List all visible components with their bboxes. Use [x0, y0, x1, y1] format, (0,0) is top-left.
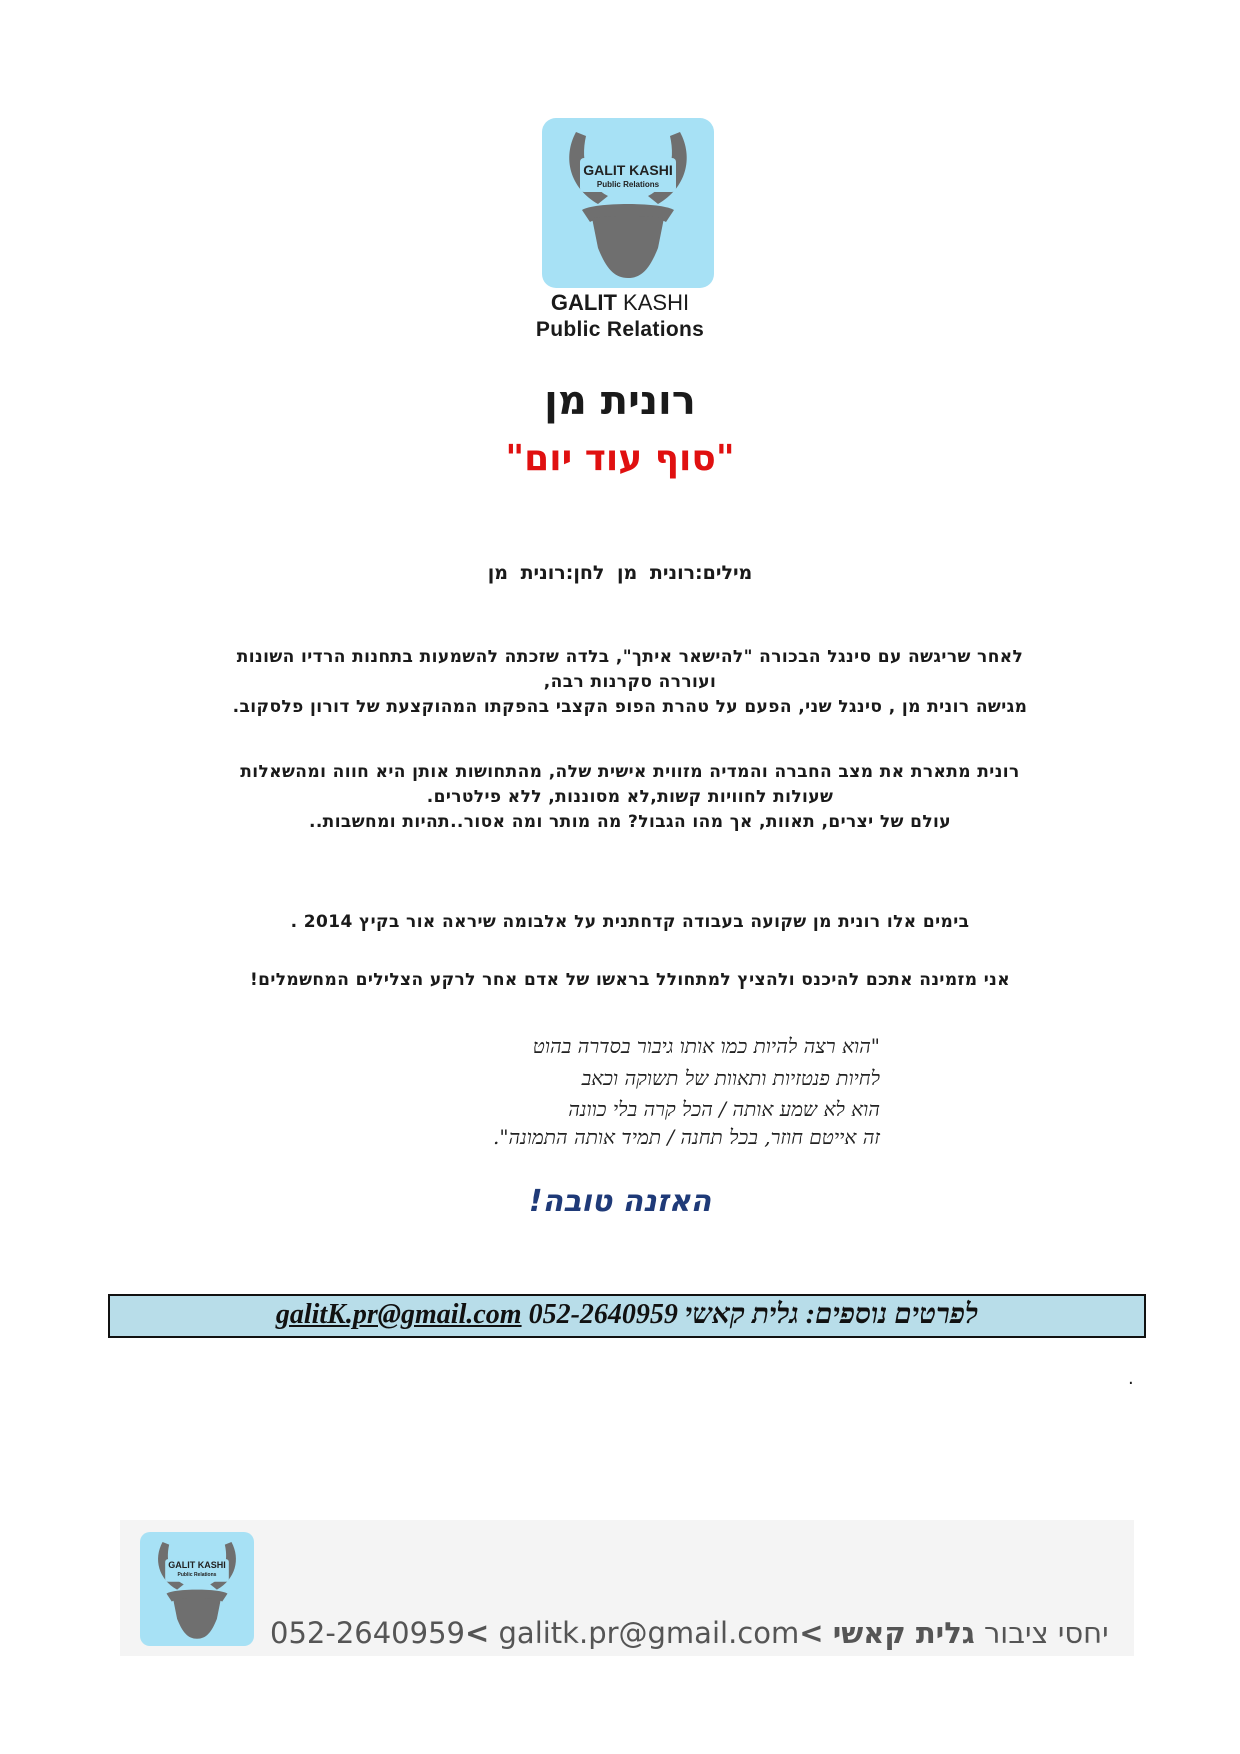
lyrics-excerpt: [300, 1030, 880, 1150]
paragraph-invite: אני מזמינה אתכם להיכנס ולהציץ למתחולל בראשו של אדם אחר לרקע הצלילים המחשמלים!: [249, 970, 1011, 990]
bull-head-icon: [542, 118, 714, 288]
paragraph-description: [150, 760, 1110, 835]
logo-title: GALIT KASHI: [583, 162, 673, 178]
footer-name: גלית קאשי: [832, 1616, 975, 1650]
chevron-left-icon: <: [464, 1616, 490, 1650]
song-title: "סוף עוד יום": [505, 438, 735, 479]
footer-logo-title: GALIT KASHI: [168, 1560, 226, 1570]
lyrics-line: זה אייטם חוזר, בכל תחנה / תמיד אותה התמונה".: [492, 1125, 880, 1149]
logo-subtitle: Public Relations: [596, 180, 660, 189]
footer-logo: [140, 1532, 254, 1646]
lyrics-line: לחיות פנטזיות ותאוות של תשוקה וכאב: [581, 1066, 880, 1090]
lyrics-line: הוא לא שמע אותה / הכל קרה בלי כוונה: [568, 1097, 880, 1121]
lyrics-line: "הוא רצה להיות כמו אותו גיבור בסדרה בהוט: [532, 1034, 880, 1058]
footer-logo-subtitle: Public Relations: [177, 1572, 217, 1578]
trailing-dot: .: [1128, 1368, 1134, 1389]
paragraph-album: בימים אלו רונית מן שקועה בעבודה קדחתנית על אלבומה שיראה אור בקיץ 2014 .: [290, 912, 970, 932]
brand-name: [0, 290, 1240, 316]
brand-name-rest: KASHI: [623, 290, 690, 315]
bull-head-icon: [140, 1532, 254, 1646]
chevron-left-icon: <: [799, 1616, 824, 1650]
paragraph-line: רונית מתארת את מצב החברה והמדיה מזווית אישית שלה, מהתחושות אותן היא חווה ומהשאלות: [240, 762, 1020, 782]
contact-line: [108, 1294, 1146, 1338]
footer-phone: 052-2640959: [270, 1616, 465, 1650]
contact-email-link[interactable]: galitK.pr@gmail.com: [275, 1299, 522, 1330]
paragraph-line: שעולות לחוויות קשות,לא מסוננות, ללא פילטרים.: [426, 787, 834, 807]
listen-closing: האזנה טובה!: [528, 1184, 712, 1219]
paragraph-line: מגישה רונית מן , סינגל שני, הפעם על טהרת הפופ הקצבי בהפקתו המהוקצעת של דורון פלסקוב.: [232, 697, 1028, 717]
brand-subtitle: Public Relations: [535, 318, 705, 341]
footer-email[interactable]: galitk.pr@gmail.com: [498, 1616, 800, 1650]
contact-label: לפרטים נוספים: גלית קאשי 052-2640959: [528, 1299, 979, 1330]
paragraph-line: ועוררה סקרנות רבה,: [543, 672, 717, 692]
paragraph-intro: [150, 645, 1110, 720]
brand-name-bold: GALIT: [550, 290, 617, 315]
logo-badge: [542, 118, 714, 288]
credits-line: מילים:רונית מן לחן:רונית מן: [487, 562, 753, 584]
footer-role: יחסי ציבור: [983, 1616, 1109, 1650]
paragraph-line: לאחר שריגשה עם סינגל הבכורה "להישאר איתך", בלדה שזכתה להשמעות בתחנות הרדיו השונות: [236, 647, 1024, 667]
paragraph-line: עולם של יצרים, תאוות, אך מהו הגבול? מה מותר ומה אסור..תהיות ומחשבות..: [308, 812, 952, 832]
footer-contact-strip: [270, 1616, 1130, 1656]
artist-title: רונית מן: [544, 378, 696, 424]
